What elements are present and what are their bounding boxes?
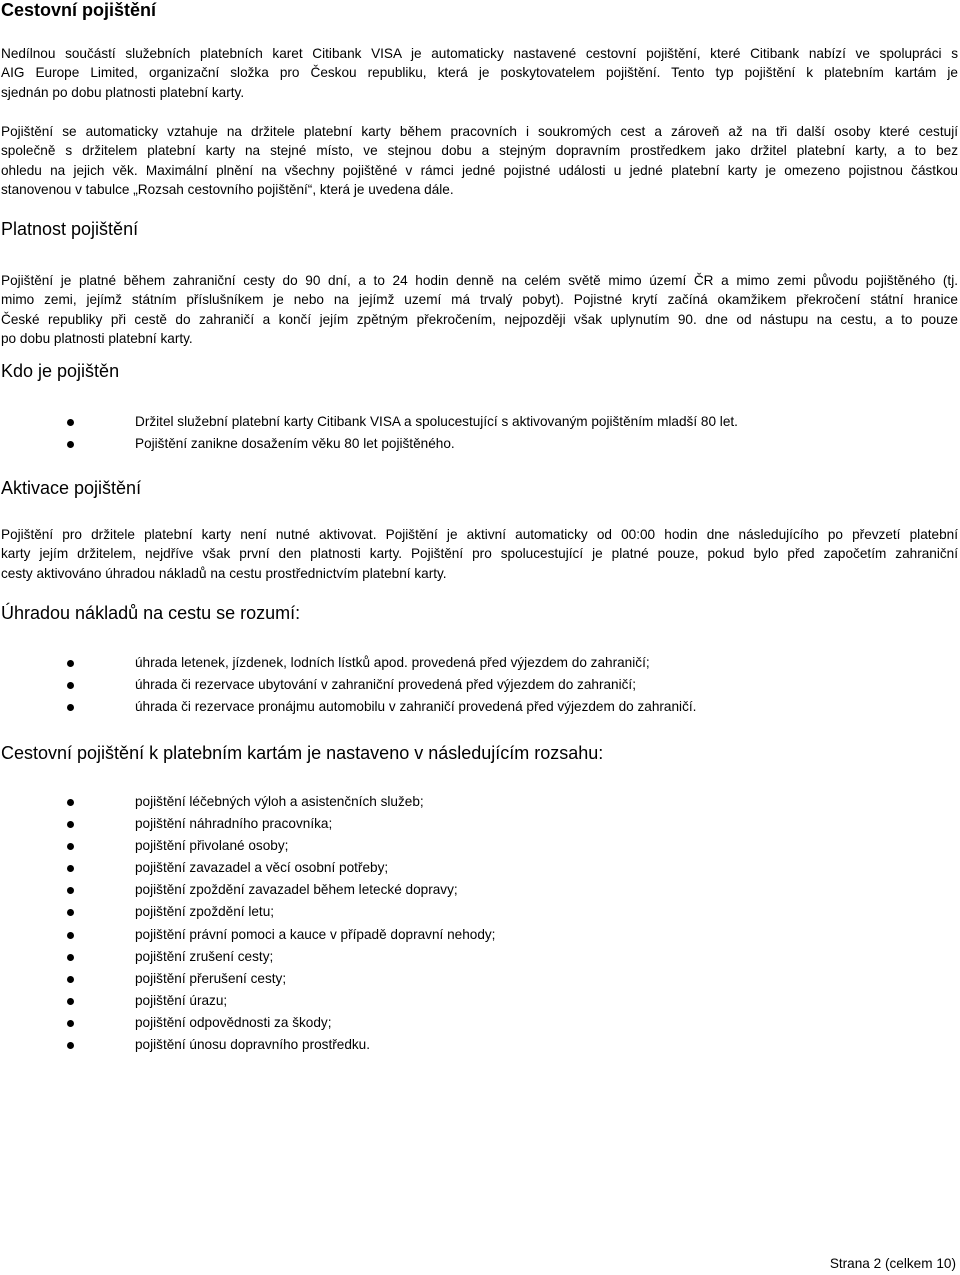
text-line: Nedílnou součástí služebních platebních karet Citibank VISA je automaticky nastavené cestovní pojištění, které Citibank nabízí ve spolupráci s <box>1 46 958 61</box>
section-heading-validity: Platnost pojištění <box>1 219 139 239</box>
bullet-icon <box>67 954 74 961</box>
text-line: ohledu na jejich věk. Maximální plnění na všechny pojištěné v rámci jedné pojistné události u jedné platební karty je omezeno pojistnou částkou <box>1 162 958 178</box>
text-line: cesty aktivováno úhradou nákladů na cestu prostřednictvím platební karty. <box>1 565 447 581</box>
bullet-icon <box>67 419 74 426</box>
bullet-icon <box>67 704 74 711</box>
bullet-icon <box>67 660 74 667</box>
text-line: Pojištění je platné během zahraniční cesty do 90 dní, a to 24 hodin denně na celém světě mimo území ČR a mimo zemi původu pojištěného (tj. <box>1 273 958 288</box>
text-line: karty jejím držitelem, nejdříve však první den platnosti karty. Pojištění pro spolucestující je platné pouze, pokud bylo před započetím zahraniční <box>1 546 958 562</box>
activation-paragraph <box>1 525 958 583</box>
text-line: Pojištění se automaticky vztahuje na držitele platební karty během pracovních i soukromých cest a zároveň až na tři další osoby které cestují <box>1 124 958 139</box>
list-item: pojištění zpoždění zavazadel během letecké dopravy; <box>0 879 495 901</box>
page-number: Strana 2 (celkem 10) <box>829 1256 956 1271</box>
bullet-icon <box>67 865 74 872</box>
page-title: Cestovní pojištění <box>1 0 157 20</box>
list-item: úhrada či rezervace pronájmu automobilu v zahraničí provedená před výjezdem do zahraničí. <box>0 696 696 718</box>
bullet-icon <box>67 909 74 916</box>
text-line: České republiky při cestě do zahraničí a končí jejím zpětným překročením, nejpozději však uplynutím 90. dne od nástupu na cestu, a to pouze <box>1 311 958 327</box>
list-item: Držitel služební platební karty Citibank VISA a spolucestující s aktivovaným pojištěním mladší 80 let. <box>0 411 738 433</box>
bullet-icon <box>67 821 74 828</box>
list-item: pojištění únosu dopravního prostředku. <box>0 1034 495 1056</box>
section-heading-activation: Aktivace pojištění <box>1 478 142 498</box>
list-item: pojištění právní pomoci a kauce v případě dopravní nehody; <box>0 924 495 946</box>
insured-list <box>0 411 738 455</box>
scope-list <box>0 791 495 1056</box>
bullet-icon <box>67 887 74 894</box>
bullet-icon <box>67 441 74 448</box>
list-item: pojištění náhradního pracovníka; <box>0 813 495 835</box>
list-item: pojištění léčebných výloh a asistenčních služeb; <box>0 791 495 813</box>
list-item: úhrada letenek, jízdenek, lodních lístků apod. provedená před výjezdem do zahraničí; <box>0 652 696 674</box>
section-heading-travel-costs: Úhradou nákladů na cestu se rozumí: <box>1 603 301 623</box>
bullet-icon <box>67 998 74 1005</box>
bullet-icon <box>67 932 74 939</box>
list-item: pojištění přivolané osoby; <box>0 835 495 857</box>
list-item: pojištění zpoždění letu; <box>0 901 495 923</box>
list-item: pojištění zavazadel a věcí osobní potřeby; <box>0 857 495 879</box>
bullet-icon <box>67 682 74 689</box>
list-item: pojištění odpovědnosti za škody; <box>0 1012 495 1034</box>
section-heading-scope: Cestovní pojištění k platebním kartám je nastaveno v následujícím rozsahu: <box>1 743 604 763</box>
text-line: AIG Europe Limited, organizační složka pro Českou republiku, která je poskytovatelem pojištění. Tento typ pojištění k platebním kartám je <box>1 65 958 81</box>
text-line: stanovenou v tabulce „Rozsah cestovního pojištění“, která je uvedena dále. <box>1 181 454 197</box>
list-item: úhrada či rezervace ubytování v zahraniční provedená před výjezdem do zahraničí; <box>0 674 696 696</box>
list-item: pojištění úrazu; <box>0 990 495 1012</box>
bullet-icon <box>67 1020 74 1027</box>
text-line: sjednán po dobu platnosti platební karty. <box>1 84 245 100</box>
intro-paragraph <box>1 44 958 102</box>
text-line: Pojištění pro držitele platební karty není nutné aktivovat. Pojištění je aktivní automaticky od 00:00 hodin dne následujícího po převzetí platební <box>1 527 958 542</box>
travel-costs-list <box>0 652 696 718</box>
bullet-icon <box>67 976 74 983</box>
bullet-icon <box>67 1042 74 1049</box>
list-item: pojištění přerušení cesty; <box>0 968 495 990</box>
section-heading-insured: Kdo je pojištěn <box>1 361 120 381</box>
text-line: mimo zemi, jejímž státním příslušníkem je nebo na jejímž uzemí má trvalý pobyt). Pojistné krytí začíná okamžikem překročení státní hranice <box>1 292 958 308</box>
list-item: Pojištění zanikne dosažením věku 80 let pojištěného. <box>0 433 738 455</box>
text-line: společně s držitelem platební karty na stejné místo, ve stejnou dobu a stejným dopravním prostředkem jako držitel platební karty, a to bez <box>1 143 958 159</box>
validity-paragraph <box>1 271 958 348</box>
coverage-paragraph <box>1 122 958 199</box>
bullet-icon <box>67 843 74 850</box>
list-item: pojištění zrušení cesty; <box>0 946 495 968</box>
text-line: po dobu platnosti platební karty. <box>1 330 193 346</box>
bullet-icon <box>67 799 74 806</box>
